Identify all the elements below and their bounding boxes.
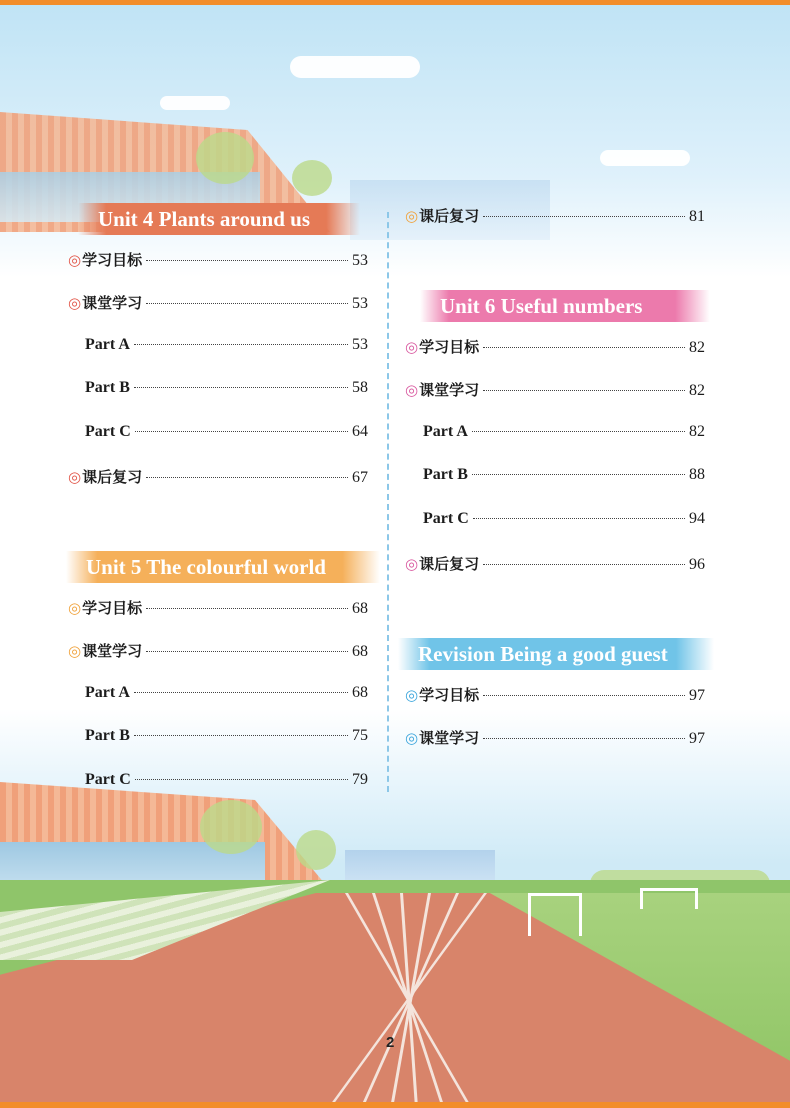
bullet-icon: ◎: [68, 599, 82, 617]
entry-label: 学习目标: [419, 686, 480, 704]
dot-leader: [473, 518, 685, 519]
page-number: 94: [689, 510, 705, 527]
entry-label: Part A: [423, 423, 468, 440]
cloud: [600, 150, 690, 166]
unit-4-title: Unit 4 Plants around us: [98, 207, 311, 231]
toc-entry[interactable]: [85, 336, 368, 360]
bullet-icon: ◎: [405, 729, 419, 747]
dot-leader: [146, 260, 348, 261]
cloud: [160, 96, 230, 110]
page-number: 53: [352, 252, 368, 269]
unit-4-banner[interactable]: [78, 203, 360, 235]
dot-leader: [134, 344, 348, 345]
bullet-icon: ◎: [68, 294, 82, 312]
page-number: 64: [352, 423, 368, 440]
entry-label: Part C: [85, 771, 131, 788]
toc-entry[interactable]: [405, 727, 705, 751]
dot-leader: [135, 431, 348, 432]
page-number: 58: [352, 379, 368, 396]
dot-leader: [472, 431, 685, 432]
entry-label: 课后复习: [419, 555, 480, 573]
page-number: 82: [689, 339, 705, 356]
bullet-icon: ◎: [405, 381, 419, 399]
page-number: 82: [689, 423, 705, 440]
entry-label: Part B: [85, 727, 130, 744]
entry-label: Part A: [85, 336, 130, 353]
page-number: 97: [689, 687, 705, 704]
page-number: 68: [352, 684, 368, 701]
page-number: 53: [352, 295, 368, 312]
entry-label: 课后复习: [419, 207, 480, 225]
entry-label: 课堂学习: [82, 642, 143, 660]
toc-entry[interactable]: [405, 336, 705, 360]
toc-entry[interactable]: [68, 640, 368, 664]
dot-leader: [146, 477, 348, 478]
entry-label: 学习目标: [82, 251, 143, 269]
toc-entry[interactable]: [423, 510, 705, 534]
dot-leader: [146, 303, 348, 304]
dot-leader: [483, 390, 685, 391]
dot-leader: [472, 474, 685, 475]
toc-entry[interactable]: [85, 684, 368, 708]
entry-label: 课堂学习: [419, 729, 480, 747]
top-accent-bar: [0, 0, 790, 5]
dot-leader: [483, 564, 685, 565]
tree: [292, 160, 332, 196]
dot-leader: [483, 347, 685, 348]
bottom-accent-bar: [0, 1102, 790, 1108]
entry-label: Part B: [423, 466, 468, 483]
toc-entry[interactable]: [68, 249, 368, 273]
column-divider: [387, 212, 389, 792]
bullet-icon: ◎: [68, 251, 82, 269]
page-number: 75: [352, 727, 368, 744]
page-number: 82: [689, 382, 705, 399]
toc-entry[interactable]: [68, 466, 368, 490]
toc-entry[interactable]: [423, 423, 705, 447]
dot-leader: [146, 651, 348, 652]
cloud: [290, 56, 420, 78]
toc-entry[interactable]: [405, 553, 705, 577]
page-number: 79: [352, 771, 368, 788]
unit-5-banner[interactable]: [66, 551, 380, 583]
bullet-icon: ◎: [405, 555, 419, 573]
bullet-icon: ◎: [405, 207, 419, 225]
unit-6-banner[interactable]: [420, 290, 710, 322]
entry-label: 课堂学习: [419, 381, 480, 399]
page-number: 68: [352, 643, 368, 660]
entry-label: 课后复习: [82, 468, 143, 486]
dot-leader: [146, 608, 348, 609]
entry-label: Part A: [85, 684, 130, 701]
toc-entry[interactable]: [423, 466, 705, 490]
tree: [200, 800, 262, 854]
bullet-icon: ◎: [405, 338, 419, 356]
tree: [196, 132, 254, 184]
entry-label: 学习目标: [82, 599, 143, 617]
dot-leader: [483, 216, 685, 217]
dot-leader: [134, 692, 348, 693]
revision-title: Revision Being a good guest: [418, 642, 668, 666]
bullet-icon: ◎: [68, 468, 82, 486]
dot-leader: [483, 695, 685, 696]
dot-leader: [134, 387, 348, 388]
dot-leader: [134, 735, 348, 736]
bullet-icon: ◎: [405, 686, 419, 704]
unit-5-title: Unit 5 The colourful world: [86, 555, 326, 579]
toc-entry[interactable]: [405, 205, 705, 229]
toc-entry[interactable]: [68, 292, 368, 316]
bullet-icon: ◎: [68, 642, 82, 660]
dot-leader: [483, 738, 685, 739]
page-number: 53: [352, 336, 368, 353]
goal-post: [528, 893, 582, 936]
page-number: 97: [689, 730, 705, 747]
toc-entry[interactable]: [68, 597, 368, 621]
entry-label: 学习目标: [419, 338, 480, 356]
toc-entry[interactable]: [85, 727, 368, 751]
entry-label: Part B: [85, 379, 130, 396]
goal-post: [640, 888, 698, 909]
toc-entry[interactable]: [405, 684, 705, 708]
page-number: 96: [689, 556, 705, 573]
footer-page-number: 2: [386, 1034, 395, 1051]
tree: [296, 830, 336, 870]
dot-leader: [135, 779, 348, 780]
revision-banner[interactable]: [398, 638, 714, 670]
toc-entry[interactable]: [85, 771, 368, 795]
page-number: 67: [352, 469, 368, 486]
toc-entry[interactable]: [85, 423, 368, 447]
page-number: 88: [689, 466, 705, 483]
toc-entry[interactable]: [85, 379, 368, 403]
entry-label: Part C: [423, 510, 469, 527]
page-number: 68: [352, 600, 368, 617]
toc-entry[interactable]: [405, 379, 705, 403]
entry-label: 课堂学习: [82, 294, 143, 312]
entry-label: Part C: [85, 423, 131, 440]
page-number: 81: [689, 208, 705, 225]
unit-6-title: Unit 6 Useful numbers: [440, 294, 643, 318]
